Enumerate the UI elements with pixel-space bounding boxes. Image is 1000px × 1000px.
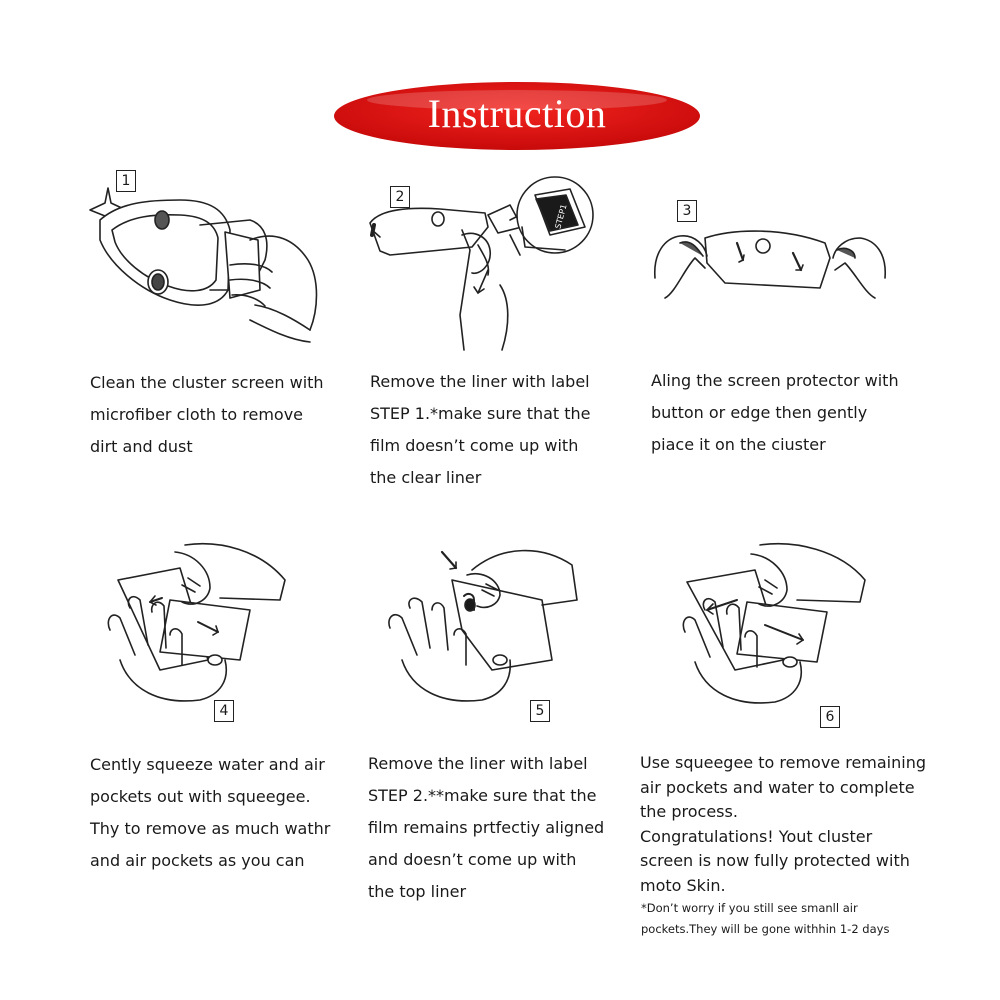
- step2-line: Remove the liner with label: [370, 372, 590, 391]
- step1-illustration: [80, 170, 330, 355]
- step2-line: the clear liner: [370, 468, 482, 487]
- step6-text: [640, 751, 926, 898]
- step4-illustration: [100, 540, 300, 710]
- step1-number: 1: [116, 170, 136, 192]
- step5-line: the top liner: [368, 882, 467, 901]
- step5-line: Remove the liner with label: [368, 754, 588, 773]
- step4-number: 4: [214, 700, 234, 722]
- step6-note: [641, 898, 889, 940]
- step1-line: dirt and dust: [90, 437, 193, 456]
- step3-line: button or edge then gently: [651, 403, 868, 422]
- step2-label-tag: STEP1: [553, 203, 569, 230]
- step6-line: air pockets and water to complete: [640, 777, 915, 797]
- step6-illustration: [675, 540, 895, 710]
- step2-number: 2: [390, 186, 410, 208]
- step3-line: Aling the screen protector with: [651, 371, 899, 390]
- step6-note-line: pockets.They will be gone withhin 1-2 days: [641, 922, 890, 936]
- step2-line: STEP 1.*make sure that the: [370, 404, 591, 423]
- step3-number: 3: [677, 200, 697, 222]
- step5-line: film remains prtfectiy aligned: [368, 818, 605, 837]
- step6-line: Congratulations! Yout cluster: [640, 826, 873, 846]
- step5-text: [368, 748, 604, 908]
- step4-line: Cently squeeze water and air: [90, 755, 325, 774]
- step1-line: Clean the cluster screen with: [90, 373, 324, 392]
- step3-text: [651, 365, 899, 461]
- step4-line: pockets out with squeegee.: [90, 787, 311, 806]
- step4-text: [90, 749, 330, 877]
- step5-number: 5: [530, 700, 550, 722]
- step4-line: Thy to remove as much wathr: [90, 819, 331, 838]
- step6-number: 6: [820, 706, 840, 728]
- step2-text: [370, 366, 591, 494]
- step5-line: STEP 2.**make sure that the: [368, 786, 597, 805]
- step3-line: piace it on the ciuster: [651, 435, 826, 454]
- step6-line: screen is now fully protected with: [640, 851, 910, 870]
- step6-note-line: *Don’t worry if you still see smanll air: [641, 901, 858, 915]
- step6-line: the process.: [640, 802, 738, 821]
- step1-text: [90, 367, 324, 463]
- step5-illustration: [382, 540, 592, 710]
- step1-line: microfiber cloth to remove: [90, 405, 304, 424]
- step2-line: film doesn’t come up with: [370, 436, 579, 455]
- page-title: Instruction: [427, 91, 607, 136]
- step5-line: and doesn’t come up with: [368, 850, 577, 869]
- step4-line: and air pockets as you can: [90, 851, 305, 870]
- step6-line: moto Skin.: [640, 875, 726, 895]
- step6-line: Use squeegee to remove remaining: [640, 753, 927, 772]
